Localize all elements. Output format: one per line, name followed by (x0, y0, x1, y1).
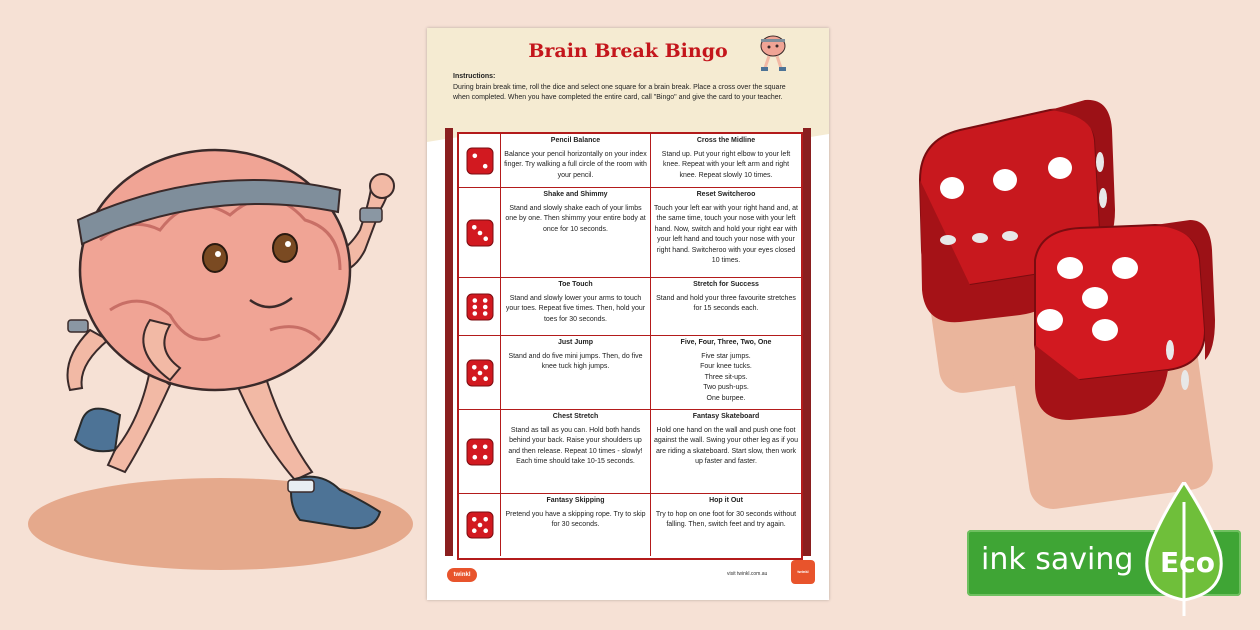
activity-title: Cross the Midline (696, 137, 756, 144)
activity-title: Fantasy Skateboard (692, 413, 760, 420)
activity-cell (501, 336, 651, 410)
die-pip (471, 224, 476, 229)
activity-cell (651, 336, 801, 410)
right-border-strip (803, 128, 811, 556)
activity-title: Stretch for Success (693, 281, 759, 288)
die-pip (472, 304, 477, 309)
activity-description: Pretend you have a skipping rope. Try to skip for 30 seconds. (505, 510, 646, 528)
activity-description: Stand and slowly lower your arms to touch your toes. Repeat five times. Then, hold your toes for 30 seconds. (505, 294, 646, 323)
activity-title: Shake and Shimmy (543, 191, 608, 198)
worksheet-title: Brain Break Bingo (528, 40, 728, 62)
die-pip (482, 298, 487, 303)
activity-line: Two push-ups. (703, 384, 749, 391)
die-pip (483, 236, 488, 241)
activity-title: Hop it Out (709, 497, 743, 504)
activity-description: Stand and slowly shake each of your limbs one by one. Then shimmy your entire body at once for 10 seconds. (505, 204, 646, 233)
activity-title: Chest Stretch (552, 413, 599, 420)
die-cell (459, 278, 501, 336)
activity-line: Three sit-ups. (704, 373, 748, 381)
activity-cell (501, 188, 651, 278)
instructions-heading: Instructions: (453, 73, 496, 80)
activity-title: Reset Switcheroo (696, 191, 756, 198)
activity-line: Five star jumps. (701, 352, 751, 360)
die-cell (459, 494, 501, 556)
activity-description: Hold one hand on the wall and push one foot against the wall. Swing your other leg as if you are riding a skateboard. Start slow, then work up faster and faster. (654, 426, 798, 465)
bingo-worksheet (427, 28, 829, 600)
activity-line: One burpee. (706, 394, 746, 402)
die-pip (472, 153, 477, 158)
activity-cell (651, 134, 801, 188)
die-pip (477, 370, 482, 375)
footer-url: visit twinkl.com.au (727, 571, 768, 577)
die-pip (472, 454, 477, 459)
twinkl-logo: twinkl (447, 568, 477, 582)
red-die-icon (465, 437, 495, 467)
activity-cell (501, 278, 651, 336)
red-die-icon (465, 146, 495, 176)
dice-illustration (900, 80, 1230, 440)
left-border-strip (445, 128, 453, 556)
activity-cell (651, 494, 801, 556)
die-pip (482, 163, 487, 168)
activity-cell (501, 494, 651, 556)
red-die-icon (465, 218, 495, 248)
activity-cell (651, 278, 801, 336)
die-pip (471, 364, 476, 369)
red-die-icon (465, 292, 495, 322)
instructions-text: During brain break time, roll the dice and select one square for a brain break. Place a cross over the square when completed. When you have completed the entire card, call "Bingo" and give the card to your teacher. (453, 84, 786, 101)
die-pip (477, 523, 482, 528)
die-pip (483, 517, 488, 522)
die-cell (459, 188, 501, 278)
footer-badge-logo: twinkl (791, 560, 815, 584)
red-die-icon (465, 510, 495, 540)
activity-cell (651, 188, 801, 278)
activity-title: Pencil Balance (550, 137, 601, 144)
ink-saving-label: ink saving (981, 542, 1134, 577)
die-pip (482, 304, 487, 309)
red-die-icon (465, 358, 495, 388)
die-pip (472, 444, 477, 449)
die-cell (459, 410, 501, 494)
die-pip (471, 517, 476, 522)
die-pip (472, 311, 477, 316)
activity-cell (651, 410, 801, 494)
activity-title: Five, Four, Three, Two, One (680, 339, 772, 346)
bingo-grid (457, 132, 803, 560)
activity-description: Stand and do five mini jumps. Then, do five knee tuck high jumps. (508, 352, 643, 370)
eco-label: Eco (1160, 546, 1215, 579)
die-pip (482, 454, 487, 459)
activity-title: Toe Touch (558, 281, 593, 288)
die-pip (477, 230, 482, 235)
activity-line: Four knee tucks. (700, 363, 752, 370)
die-pip (471, 528, 476, 533)
running-brain-illustration (20, 120, 430, 550)
die-pip (482, 444, 487, 449)
activity-description: Stand and hold your three favourite stretches for 15 seconds each. (656, 294, 796, 312)
activity-description: Touch your left ear with your right hand and, at the same time, touch your nose with your left hand. Now, switch and hold your right ear with your left hand and touch your nose with your right hand. Switcheroo with your eyes closed 10 times. (654, 204, 798, 264)
activity-title: Fantasy Skipping (546, 497, 605, 504)
die-cell (459, 336, 501, 410)
mini-brain-icon (755, 32, 791, 74)
activity-description: Stand as tall as you can. Hold both hands behind your back. Raise your shoulders up and then release. Repeat 10 times - slowly! Each time should take 10-15 seconds. (508, 426, 643, 465)
die-pip (483, 528, 488, 533)
die-pip (482, 311, 487, 316)
activity-description: Try to hop on one foot for 30 seconds without falling. Then, switch feet and try again. (655, 510, 797, 528)
activity-description: Stand up. Put your right elbow to your left knee. Repeat with your left arm and right knee. Repeat slowly 10 times. (661, 150, 791, 179)
die-pip (483, 364, 488, 369)
die-cell (459, 134, 501, 188)
die-pip (471, 376, 476, 381)
die-pip (483, 376, 488, 381)
activity-title: Just Jump (557, 339, 593, 346)
activity-cell (501, 134, 651, 188)
die-pip (472, 298, 477, 303)
activity-cell (501, 410, 651, 494)
activity-description: Balance your pencil horizontally on your index finger. Try walking a full circle of the room with your pencil. (504, 150, 647, 179)
